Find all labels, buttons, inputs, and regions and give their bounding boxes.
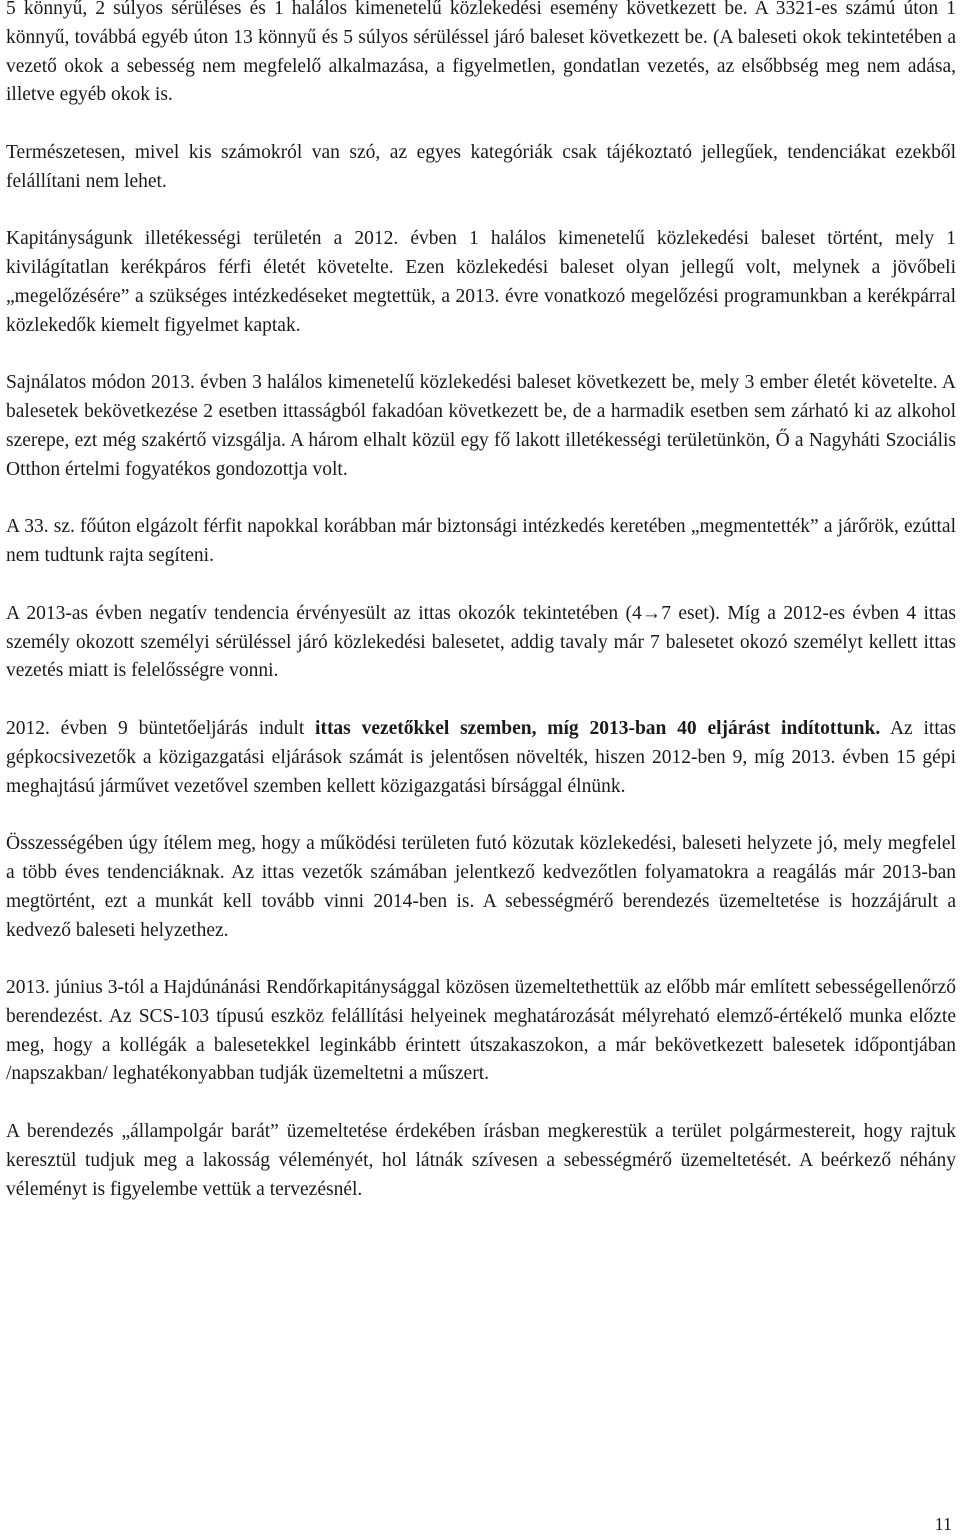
paragraph-text: A 33. sz. főúton elgázolt férfit napokkal korábban már biztonsági intézkedés keretében „megmentették” a járőrök, ezúttal nem tudtunk rajta segíteni. xyxy=(6,516,956,567)
paragraph-text: 2012. évben 9 büntetőeljárás indult xyxy=(6,717,316,739)
paragraph-2012-fatal-accident xyxy=(6,225,956,340)
paragraph-speed-camera-operation xyxy=(6,974,956,1089)
paragraph-text: Összességében úgy ítélem meg, hogy a működési területen futó közutak közlekedési, baleseti helyzete jó, mely megfelel a több éves tendenciáknak. Az ittas vezetők számában jelentkező kedvezőtlen folyamatokra a reagálás már 2013-ban megtörtént, ezt a munkát kell tovább vinni 2014-ben is. A sebességmérő berendezés üzemeltetése is hozzájárult a kedvező baleseti helyzethez. xyxy=(6,833,956,941)
paragraph-text: 2013. június 3-tól a Hajdúnánási Rendőrkapitánysággal közösen üzemeltethettük az előbb már említett sebességellenőrző berendezést. Az SCS-103 típusú eszköz felállítási helyeinek meghatározását mélyreható elemző-értékelő munka előzte meg, hogy a kollégák a balesetekkel leginkább érintett útszakaszokon, a már bekövetkezett balesetek időpontjában /napszakban/ leghatékonyabban tudják üzemeltetni a műszert. xyxy=(6,977,956,1085)
paragraph-text: A 2013-as évben negatív tendencia érvényesült az ittas okozók tekintetében (4→7 eset). Míg a 2012-es évben 4 ittas személy okozott személyi sérüléssel járó közlekedési balesetet, addig tavaly már 7 balesetet okozó személyt kellett ittas vezetés miatt is felelősségre vonni. xyxy=(6,602,956,682)
paragraph-text: Természetesen, mivel kis számokról van szó, az egyes kategóriák csak tájékoztató jellegűek, tendenciákat ezekből felállítani nem lehet. xyxy=(6,141,956,192)
paragraph-drunk-driver-trend xyxy=(6,600,956,686)
page-number: 11 xyxy=(934,1514,952,1534)
paragraph-overall-assessment xyxy=(6,830,956,945)
paragraph-main-road-victim xyxy=(6,513,956,571)
paragraph-2013-fatal-accidents xyxy=(6,369,956,484)
paragraph-text: Kapitányságunk illetékességi területén a 2012. évben 1 halálos kimenetelű közlekedési baleset történt, mely 1 kivilágítatlan kerékpáros férfi életét követelte. Ezen közlekedési baleset olyan jellegű volt, melynek a jövőbeli „megelőzésére” a szükséges intézkedéseket megtettük, a 2013. évre vonatkozó megelőzési programunkban a kerékpárral közlekedők kiemelt figyelmet kaptak. xyxy=(6,228,956,336)
paragraph-text: Sajnálatos módon 2013. évben 3 halálos kimenetelű közlekedési baleset következett be, mely 3 ember életét követelte. A balesetek bekövetkezése 2 esetben ittasságból fakadóan következett be, de a harmadik esetben sem zárható ki az alkohol szerepe, ezt még szakértő vizsgálja. A három elhalt közül egy fő lakott illetékességi területünkön, Ő a Nagyháti Szociális Otthon értelmi fogyatékos gondozottja volt. xyxy=(6,372,956,480)
paragraph-text: A berendezés „állampolgár barát” üzemeltetése érdekében írásban megkerestük a terület polgármestereit, hogy rajtuk keresztül tudjuk meg a lakosság véleményét, hol látnák szívesen a sebességmérő üzemeltetését. A beérkező néhány véleményt is figyelembe vettük a tervezésnél. xyxy=(6,1121,956,1200)
paragraph-categories-note xyxy=(6,139,956,197)
paragraph-text: Az ittas gépkocsivezetők a közigazgatási eljárások számát is jelentősen növelték, hiszen 2012-ben 9, míg 2013. évben 15 gépi meghajtású járművet vezetővel szemben kellett közigazgatási bírsággal élnünk. xyxy=(6,717,956,797)
paragraph-criminal-proceedings xyxy=(6,715,956,801)
paragraph-accident-statistics xyxy=(6,0,956,110)
paragraph-text: 5 könnyű, 2 súlyos sérüléses és 1 halálos kimenetelű közlekedési esemény következett be. A 3321-es számú úton 1 könnyű, továbbá egyéb úton 13 könnyű és 5 súlyos sérüléssel járó baleset következett be. (A baleseti okok tekintetében a vezető okok a sebesség nem megfelelő alkalmazása, a figyelmetlen, gondatlan vezetés, az elsőbbség meg nem adása, illetve egyéb okok is. xyxy=(6,0,956,106)
document-page xyxy=(6,0,956,1233)
paragraph-mayor-consultation xyxy=(6,1118,956,1204)
paragraph-emphasis: ittas vezetőkkel szemben, míg 2013-ban 40 eljárást indítottunk. xyxy=(315,717,881,739)
